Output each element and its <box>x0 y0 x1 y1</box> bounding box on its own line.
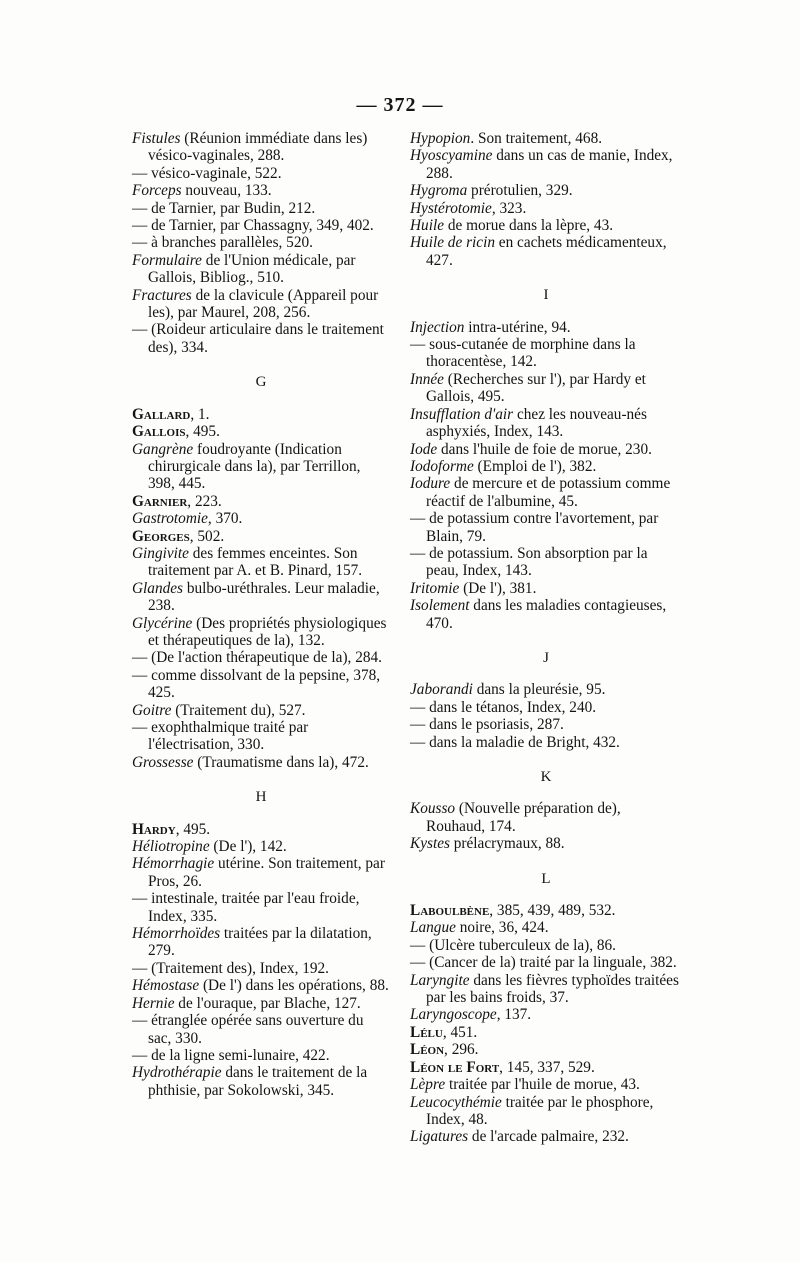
entry-text: — étranglée opérée sans ouverture du sac, 330. <box>132 1012 364 1047</box>
index-column-right <box>410 130 682 1146</box>
entry-heading: Iritomie <box>410 579 460 597</box>
entry-text: intra-utérine, 94. <box>464 318 571 336</box>
index-entry <box>132 423 390 440</box>
index-entry <box>132 406 390 423</box>
entry-text: — dans le psoriasis, 287. <box>410 716 564 734</box>
index-entry <box>410 371 682 406</box>
entry-text: (Emploi de l'), 382. <box>473 457 597 475</box>
section-letter: L <box>541 870 551 887</box>
index-entry <box>410 182 682 199</box>
entry-heading: Laboulbène <box>410 902 490 920</box>
entry-heading: Lélu <box>410 1023 443 1041</box>
entry-heading: Iodure <box>410 475 451 493</box>
entry-text: en cachets médicamenteux, 427. <box>426 234 667 269</box>
index-entry <box>410 406 682 441</box>
entry-heading: Héliotropine <box>132 838 210 856</box>
index-entry <box>410 147 682 182</box>
entry-text: — (Cancer de la) traité par la linguale, 382. <box>410 954 677 972</box>
index-entry <box>132 925 390 960</box>
entry-heading: Ligatures <box>410 1128 469 1146</box>
entry-text: — de potassium. Son absorption par la peau, Index, 143. <box>410 544 648 580</box>
entry-heading: Hydrothérapie <box>132 1064 222 1082</box>
entry-text: , 370. <box>207 510 243 528</box>
index-entry <box>410 835 682 852</box>
index-entry <box>410 919 682 936</box>
index-entry <box>132 200 390 217</box>
entry-heading: Insufflation d'air <box>410 405 514 423</box>
entry-text: — de Tarnier, par Budin, 212. <box>132 199 316 217</box>
index-entry <box>410 937 682 954</box>
index-entry <box>132 995 390 1012</box>
index-entry <box>410 597 682 632</box>
entry-text: dans les fièvres typhoïdes traitées par les bains froids, 37. <box>426 971 679 1007</box>
entry-heading: Kystes <box>410 835 450 853</box>
entry-heading: Hémostase <box>132 977 200 995</box>
entry-heading: Hémorrhoïdes <box>132 925 221 943</box>
entry-heading: Huile de ricin <box>410 234 495 252</box>
index-entry <box>132 217 390 234</box>
entry-text: bulbo-uréthrales. Leur maladie, 238. <box>148 579 380 615</box>
entry-text: — exophthalmique traité par l'électrisation, 330. <box>132 719 309 754</box>
entry-text: traitée par l'huile de morue, 43. <box>445 1076 640 1094</box>
entry-text: , 502. <box>189 527 225 545</box>
entry-text: (Des propriétés physiologiques et thérapeutiques de la), 132. <box>148 614 387 649</box>
entry-text: dans les maladies contagieuses, 470. <box>426 597 667 632</box>
entry-heading: Iodoforme <box>410 457 474 475</box>
index-entry <box>410 699 682 716</box>
entry-text: de l'Union médicale, par Gallois, Bibliog., 510. <box>148 251 356 287</box>
entry-heading: Isolement <box>410 597 470 615</box>
entry-heading: Gingivite <box>132 544 189 562</box>
entry-text: — de potassium contre l'avortement, par Blain, 79. <box>410 510 659 545</box>
entry-text: — dans la maladie de Bright, 432. <box>410 733 620 751</box>
entry-text: — (Traitement des), Index, 192. <box>132 959 329 977</box>
entry-heading: Hémorrhagie <box>132 855 215 873</box>
entry-text: , 145, 337, 529. <box>499 1058 595 1076</box>
entry-text: — (Ulcère tuberculeux de la), 86. <box>410 936 616 954</box>
entry-text: — vésico-vaginale, 522. <box>132 164 282 182</box>
index-entry <box>132 838 390 855</box>
index-column-left <box>132 130 390 1099</box>
entry-text: nouveau, 133. <box>181 182 272 200</box>
entry-heading: Gangrène <box>132 440 194 458</box>
entry-text: de morue dans la lèpre, 43. <box>444 217 614 235</box>
entry-text: — de Tarnier, par Chassagny, 349, 402. <box>132 217 374 235</box>
index-entry <box>132 528 390 545</box>
section-letter: K <box>540 769 552 785</box>
entry-heading: Huile <box>410 217 444 235</box>
index-entry <box>410 1094 682 1129</box>
index-entry <box>410 200 682 217</box>
index-entry <box>132 754 390 771</box>
index-entry <box>410 1059 682 1076</box>
entry-text: traitée par le phosphore, Index, 48. <box>426 1093 654 1128</box>
entry-heading: Garnier <box>132 492 188 510</box>
index-entry <box>410 234 682 269</box>
entry-heading: Leucocythémie <box>410 1093 502 1111</box>
entry-text: , 495. <box>175 820 211 838</box>
entry-heading: Goitre <box>132 701 172 719</box>
entry-text: , 495. <box>185 423 220 441</box>
entry-text: , 137. <box>496 1006 532 1024</box>
index-entry <box>132 855 390 890</box>
entry-text: — comme dissolvant de la pepsine, 378, 425. <box>132 666 381 702</box>
index-entry <box>410 1024 682 1041</box>
entry-text: , 451. <box>442 1023 478 1041</box>
entry-text: — sous-cutanée de morphine dans la thoracentèse, 142. <box>410 336 636 371</box>
entry-heading: Langue <box>410 919 456 937</box>
entry-heading: Gastrotomie <box>132 510 208 528</box>
index-entry <box>410 902 682 919</box>
entry-heading: Léon le Fort <box>410 1058 500 1076</box>
index-entry <box>132 287 390 322</box>
index-entry <box>410 580 682 597</box>
entry-text: — intestinale, traitée par l'eau froide, Index, 335. <box>132 890 360 925</box>
entry-heading: Glycérine <box>132 614 193 632</box>
index-entry <box>132 545 390 580</box>
index-entry <box>410 458 682 475</box>
index-entry <box>410 441 682 458</box>
section-letter: I <box>543 287 549 304</box>
entry-text: (Réunion immédiate dans les) vésico-vaginales, 288. <box>148 130 368 165</box>
index-entry <box>132 1064 390 1099</box>
entry-text: prérotulien, 329. <box>467 182 573 200</box>
entry-text: de l'arcade palmaire, 232. <box>468 1128 629 1146</box>
entry-heading: Glandes <box>132 579 183 597</box>
index-entry <box>410 545 682 580</box>
entry-heading: Jaborandi <box>410 681 473 699</box>
entry-text: (De l'), 142. <box>209 838 287 856</box>
index-entry <box>132 252 390 287</box>
entry-heading: Laryngoscope <box>410 1006 497 1024</box>
entry-text: , 223. <box>187 492 222 510</box>
entry-text: — à branches parallèles, 520. <box>132 234 313 252</box>
entry-text: — (Roideur articulaire dans le traitement des), 334. <box>132 321 384 356</box>
section-letter: G <box>255 374 267 391</box>
entry-text: (De l'), 381. <box>459 579 537 597</box>
entry-text: chez les nouveau-nés asphyxiés, Index, 143. <box>426 405 647 441</box>
index-entry <box>410 800 682 835</box>
index-entry <box>132 493 390 510</box>
entry-text: de la clavicule (Appareil pour les), par Maurel, 208, 256. <box>148 286 379 322</box>
index-entry <box>410 972 682 1007</box>
entry-text: dans l'huile de foie de morue, 230. <box>437 440 652 458</box>
entry-heading: Georges <box>132 527 190 545</box>
index-entry <box>132 441 390 493</box>
index-entry <box>132 130 390 165</box>
entry-heading: Hypopion <box>410 130 471 147</box>
index-entry <box>410 716 682 733</box>
entry-heading: Hygroma <box>410 182 468 200</box>
index-entry <box>132 165 390 182</box>
entry-text: de l'ouraque, par Blache, 127. <box>174 994 361 1012</box>
entry-heading: Hernie <box>132 994 175 1012</box>
entry-heading: Iode <box>410 440 438 458</box>
entry-heading: Léon <box>410 1041 445 1059</box>
entry-text: (Traitement du), 527. <box>171 701 306 719</box>
entry-text: , 385, 439, 489, 532. <box>489 902 616 920</box>
entry-heading: Forceps <box>132 182 182 200</box>
index-entry <box>132 667 390 702</box>
entry-text: , 323. <box>491 199 527 217</box>
entry-text: — (De l'action thérapeutique de la), 284. <box>132 649 382 667</box>
index-entry <box>132 702 390 719</box>
entry-heading: Innée <box>410 370 444 388</box>
entry-heading: Gallois <box>132 423 186 441</box>
index-entry <box>410 1041 682 1058</box>
section-letter: J <box>543 649 549 666</box>
index-entry <box>410 954 682 971</box>
entry-text: (Nouvelle préparation de), Rouhaud, 174. <box>426 800 621 835</box>
entry-heading: Hystérotomie <box>410 199 492 217</box>
entry-text: foudroyante (Indication chirurgicale dans la), par Terrillon, 398, 445. <box>148 440 361 493</box>
index-entry <box>132 719 390 754</box>
index-entry <box>410 681 682 698</box>
entry-text: des femmes enceintes. Son traitement par A. et B. Pinard, 157. <box>148 544 363 580</box>
page-number: — 372 — <box>356 94 444 116</box>
entry-text: — de la ligne semi-lunaire, 422. <box>132 1046 330 1064</box>
index-entry <box>132 1047 390 1064</box>
entry-heading: Injection <box>410 318 465 336</box>
entry-heading: Fractures <box>132 286 192 304</box>
entry-heading: Laryngite <box>410 971 470 989</box>
index-entry <box>132 890 390 925</box>
entry-heading: Lèpre <box>410 1076 446 1094</box>
entry-text: noire, 36, 424. <box>455 919 549 937</box>
index-entry <box>132 821 390 838</box>
index-entry <box>410 130 682 147</box>
entry-text: traitées par la dilatation, 279. <box>148 925 372 960</box>
entry-heading: Kousso <box>410 800 456 818</box>
entry-heading: Gallard <box>132 405 191 423</box>
entry-heading: Grossesse <box>132 753 194 771</box>
index-entry <box>132 510 390 527</box>
entry-text: (Recherches sur l'), par Hardy et Gallois, 495. <box>426 370 646 406</box>
section-letter: H <box>255 789 267 806</box>
index-entry <box>132 321 390 356</box>
index-entry <box>410 319 682 336</box>
index-entry <box>132 615 390 650</box>
entry-text: (Traumatisme dans la), 472. <box>193 753 369 771</box>
entry-heading: Hyoscyamine <box>410 147 493 165</box>
entry-text: , 1. <box>190 405 210 423</box>
index-entry <box>410 475 682 510</box>
entry-heading: Hardy <box>132 820 176 838</box>
entry-text: utérine. Son traitement, par Pros, 26. <box>148 855 385 890</box>
entry-text: dans la pleurésie, 95. <box>472 681 606 699</box>
index-entry <box>132 182 390 199</box>
entry-heading: Formulaire <box>132 251 202 269</box>
index-entry <box>410 510 682 545</box>
index-entry <box>132 649 390 666</box>
entry-text: , 296. <box>444 1041 479 1059</box>
entry-text: de mercure et de potassium comme réactif de l'albumine, 45. <box>426 475 671 510</box>
index-entry <box>132 977 390 994</box>
index-entry <box>410 734 682 751</box>
entry-text: prélacrymaux, 88. <box>449 835 565 853</box>
index-entry <box>410 336 682 371</box>
entry-text: . Son traitement, 468. <box>470 130 603 147</box>
index-entry <box>132 1012 390 1047</box>
index-entry <box>410 217 682 234</box>
index-entry <box>410 1006 682 1023</box>
entry-heading: Fistules <box>132 130 181 147</box>
entry-text: dans un cas de manie, Index, 288. <box>426 147 673 182</box>
index-entry <box>132 580 390 615</box>
index-entry <box>410 1076 682 1093</box>
index-entry <box>410 1128 682 1145</box>
entry-text: dans le traitement de la phthisie, par Sokolowski, 345. <box>148 1064 368 1099</box>
entry-text: — dans le tétanos, Index, 240. <box>410 698 597 716</box>
index-entry <box>132 960 390 977</box>
index-entry <box>132 234 390 251</box>
entry-text: (De l') dans les opérations, 88. <box>199 977 389 995</box>
